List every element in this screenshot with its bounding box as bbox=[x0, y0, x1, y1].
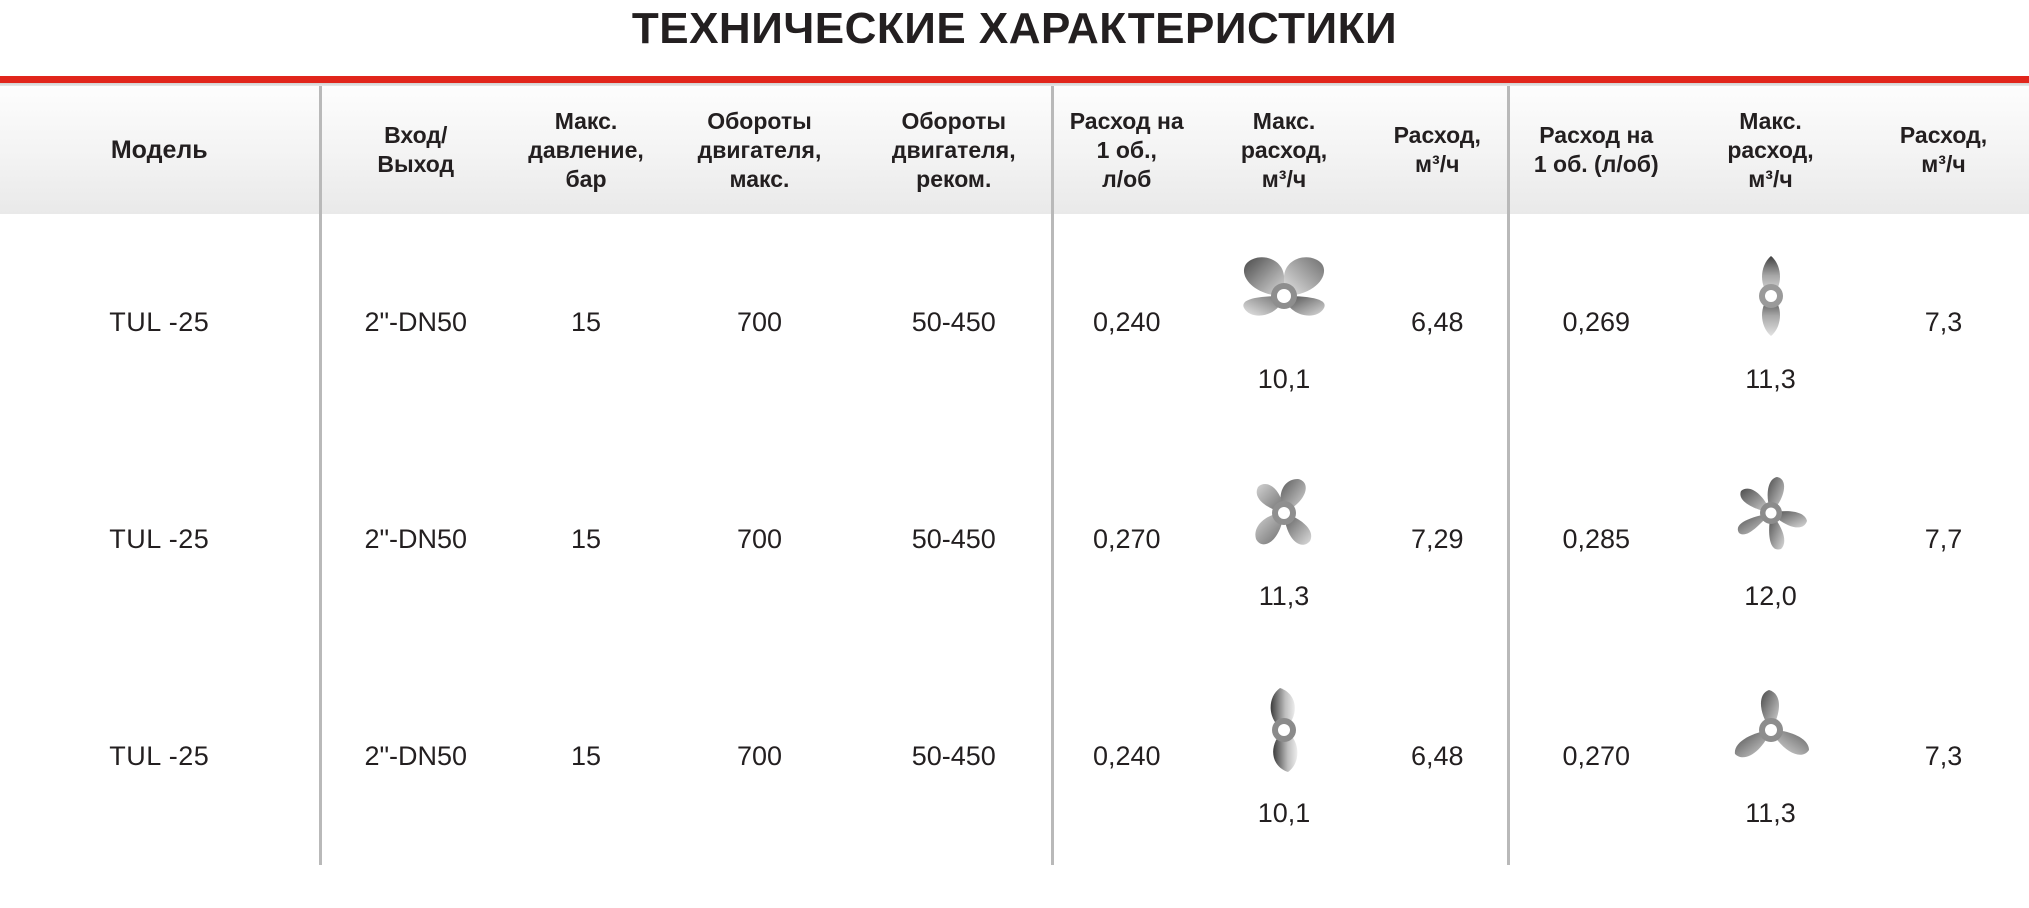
cell-flow-max-a bbox=[1200, 431, 1368, 648]
column-header-rpm-rec-line2: двигателя, bbox=[891, 136, 1016, 163]
column-header-rpm-rec-line1: Обороты bbox=[901, 107, 1007, 134]
cell-flow-per-rev-a: 0,270 bbox=[1052, 431, 1200, 648]
title-divider bbox=[0, 62, 2029, 86]
table-row bbox=[0, 431, 2029, 648]
column-header-pressure bbox=[510, 86, 662, 214]
impeller-5-blade-icon bbox=[1711, 467, 1831, 559]
cell-flow-b: 7,3 bbox=[1924, 741, 1963, 771]
column-header-io-line1: Вход/ bbox=[384, 122, 448, 148]
cell-flow-max-b bbox=[1683, 431, 1858, 648]
table-header bbox=[0, 86, 2029, 214]
impeller-hourglass-icon bbox=[1224, 684, 1344, 776]
column-header-flow-b bbox=[1858, 86, 2029, 214]
cell-flow-per-rev-a: 0,240 bbox=[1052, 648, 1200, 865]
column-header-flow-max-b-line2: расход, bbox=[1727, 136, 1814, 163]
cell-model: TUL -25 bbox=[109, 741, 210, 771]
cell-rpm-rec: 50-450 bbox=[911, 307, 996, 337]
cell-io: 2"-DN50 bbox=[320, 648, 510, 865]
cell-flow-max-a bbox=[1200, 648, 1368, 865]
cell-rpm-max: 700 bbox=[736, 307, 783, 337]
red-accent-rule bbox=[0, 76, 2029, 83]
cell-rpm-rec: 50-450 bbox=[911, 741, 996, 771]
column-header-flow-per-rev-a-line3: л/об bbox=[1102, 165, 1152, 192]
column-header-rpm-max-line2: двигателя, bbox=[697, 136, 822, 163]
column-header-model-line1: Модель bbox=[110, 135, 208, 164]
column-header-flow-per-rev-a bbox=[1052, 86, 1200, 214]
cell-flow-per-rev-a: 0,240 bbox=[1052, 214, 1200, 431]
column-header-flow-b-line1: Расход, bbox=[1899, 122, 1988, 148]
table-header-row bbox=[0, 86, 2029, 214]
cell-rpm-max: 700 bbox=[736, 524, 783, 554]
cell-pressure: 15 bbox=[570, 524, 602, 554]
cell-flow-b: 7,3 bbox=[1924, 307, 1963, 337]
table-row bbox=[0, 648, 2029, 865]
table-row bbox=[0, 214, 2029, 431]
column-header-flow-per-rev-b-line2: 1 об. (л/об) bbox=[1533, 151, 1659, 177]
column-header-flow-max-a-line1: Макс. bbox=[1252, 107, 1316, 134]
cell-flow-b: 7,7 bbox=[1924, 524, 1963, 554]
page-title: ТЕХНИЧЕСКИЕ ХАРАКТЕРИСТИКИ bbox=[631, 4, 1398, 53]
cell-flow-max-b bbox=[1683, 214, 1858, 431]
cell-io: 2"-DN50 bbox=[320, 431, 510, 648]
column-header-flow-b-line2: м³/ч bbox=[1921, 151, 1966, 177]
column-header-flow-max-a-line3: м³/ч bbox=[1261, 165, 1307, 192]
column-header-model bbox=[0, 86, 320, 214]
column-header-rpm-rec bbox=[857, 86, 1052, 214]
column-header-pressure-line3: бар bbox=[565, 165, 607, 192]
column-header-flow-a bbox=[1368, 86, 1508, 214]
column-header-rpm-max-line3: макс. bbox=[729, 165, 790, 192]
impeller-3-blade-wide-icon bbox=[1711, 684, 1831, 776]
cell-pressure: 15 bbox=[570, 307, 602, 337]
cell-model: TUL -25 bbox=[109, 307, 210, 337]
cell-rpm-rec: 50-450 bbox=[911, 524, 996, 554]
column-header-rpm-rec-line3: реком. bbox=[916, 165, 992, 192]
cell-flow-max-b bbox=[1683, 648, 1858, 865]
cell-flow-max-a-value: 10,1 bbox=[1257, 364, 1311, 394]
cell-flow-per-rev-b: 0,285 bbox=[1508, 431, 1683, 648]
column-header-flow-max-b-line3: м³/ч bbox=[1748, 165, 1793, 192]
cell-flow-per-rev-b: 0,270 bbox=[1508, 648, 1683, 865]
column-header-flow-per-rev-b-line1: Расход на bbox=[1539, 122, 1654, 148]
impeller-2-blade-curved-icon bbox=[1224, 250, 1344, 342]
cell-flow-max-a-value: 10,1 bbox=[1257, 798, 1311, 828]
impeller-2-blade-narrow-icon bbox=[1711, 250, 1831, 342]
cell-rpm-max: 700 bbox=[736, 741, 783, 771]
column-header-rpm-max-line1: Обороты bbox=[707, 107, 812, 134]
impeller-3-blade-icon bbox=[1224, 467, 1344, 559]
column-header-flow-per-rev-a-line2: 1 об., bbox=[1096, 136, 1157, 163]
cell-flow-max-b-value: 11,3 bbox=[1745, 364, 1796, 394]
cell-io: 2"-DN50 bbox=[320, 214, 510, 431]
column-header-flow-max-a-line2: расход, bbox=[1240, 136, 1328, 163]
column-header-flow-max-a bbox=[1200, 86, 1368, 214]
column-header-flow-per-rev-b bbox=[1508, 86, 1683, 214]
column-header-flow-max-b bbox=[1683, 86, 1858, 214]
column-header-flow-max-b-line1: Макс. bbox=[1739, 107, 1802, 134]
cell-flow-a: 6,48 bbox=[1410, 741, 1464, 771]
cell-flow-max-a-value: 11,3 bbox=[1258, 581, 1310, 611]
column-header-pressure-line1: Макс. bbox=[554, 107, 618, 134]
cell-flow-per-rev-b: 0,269 bbox=[1508, 214, 1683, 431]
cell-flow-max-b-value: 12,0 bbox=[1744, 581, 1797, 611]
column-header-flow-a-line1: Расход, bbox=[1393, 122, 1481, 148]
cell-flow-max-a bbox=[1200, 214, 1368, 431]
specifications-table bbox=[0, 86, 2029, 865]
column-header-pressure-line2: давление, bbox=[528, 136, 644, 163]
specifications-table-wrapper bbox=[0, 86, 2029, 865]
cell-model: TUL -25 bbox=[109, 524, 210, 554]
cell-pressure: 15 bbox=[570, 741, 602, 771]
column-header-flow-a-line2: м³/ч bbox=[1415, 151, 1460, 177]
column-header-io-line2: Выход bbox=[377, 151, 455, 177]
column-header-rpm-max bbox=[662, 86, 857, 214]
column-header-flow-per-rev-a-line1: Расход на bbox=[1069, 107, 1184, 134]
cell-flow-max-b-value: 11,3 bbox=[1745, 798, 1796, 828]
table-body bbox=[0, 214, 2029, 865]
cell-flow-a: 6,48 bbox=[1410, 307, 1464, 337]
column-header-io bbox=[320, 86, 510, 214]
cell-flow-a: 7,29 bbox=[1410, 524, 1464, 554]
